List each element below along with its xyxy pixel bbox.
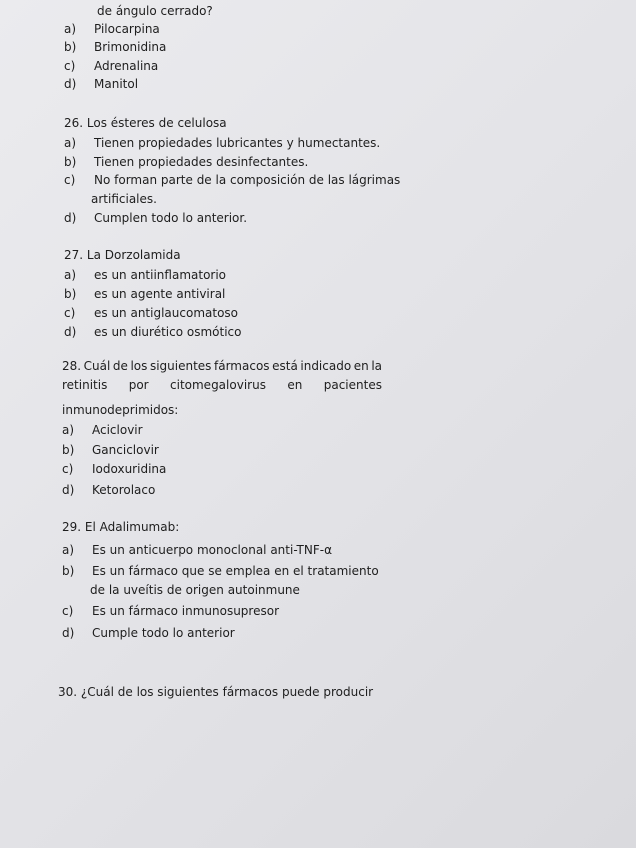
option-letter: d) (62, 483, 75, 497)
q28-option (62, 443, 159, 457)
stem-word: 28. (62, 359, 82, 373)
q29-option (62, 564, 379, 578)
stem-word: citomegalovirus (170, 378, 266, 392)
stem-word: de (112, 359, 128, 373)
q30-stem-line: 30. ¿Cuál de los siguientes fármacos puede producir (58, 685, 374, 699)
option-text: Es un anticuerpo monoclonal anti-TNF-α (92, 543, 332, 557)
stem-word: en (353, 359, 369, 373)
option-text: Es un fármaco que se emplea en el tratamiento (92, 564, 379, 578)
q26-option (64, 173, 400, 187)
stem-word: está (272, 359, 298, 373)
stem-word: en (287, 378, 303, 392)
option-letter: b) (62, 564, 75, 578)
option-letter: b) (64, 287, 77, 301)
q26-option (64, 155, 308, 169)
q25-stem-line: de ángulo cerrado? (97, 4, 213, 18)
option-text: Manitol (94, 77, 139, 91)
q25-option (64, 59, 158, 73)
option-letter: a) (64, 22, 77, 36)
option-letter: c) (64, 306, 76, 320)
q25-option (64, 77, 138, 91)
option-text: Tienen propiedades lubricantes y humectantes. (94, 136, 381, 150)
q27-option (64, 287, 225, 301)
q28-option (62, 483, 155, 497)
option-letter: d) (64, 325, 77, 339)
stem-word: retinitis (62, 378, 108, 392)
q28-stem-line: inmunodeprimidos: (62, 403, 179, 417)
option-text: Es un fármaco inmunosupresor (92, 604, 280, 618)
q28-stem-line (62, 378, 382, 392)
q25-option (64, 22, 160, 36)
option-text: Ketorolaco (92, 483, 156, 497)
stem-word: Cuál (83, 359, 111, 373)
option-text: No forman parte de la composición de las lágrimas (94, 173, 401, 187)
option-letter: a) (62, 423, 75, 437)
option-letter: d) (62, 626, 75, 640)
option-text: Pilocarpina (94, 22, 160, 36)
option-text: Adrenalina (94, 59, 159, 73)
option-text: artificiales. (91, 192, 157, 206)
option-text: es un agente antiviral (94, 287, 226, 301)
stem-word: por (128, 378, 149, 392)
option-text: es un diurético osmótico (94, 325, 242, 339)
q29-option (62, 626, 235, 640)
option-letter: c) (62, 604, 74, 618)
option-letter: c) (64, 59, 76, 73)
q25-option (64, 40, 166, 54)
stem-word: los (130, 359, 148, 373)
q27-option (64, 268, 226, 282)
q26-option (91, 192, 157, 206)
stem-word: indicado (300, 359, 352, 373)
q26-option (64, 136, 380, 150)
option-text: es un antiglaucomatoso (94, 306, 239, 320)
q26-option (64, 211, 247, 225)
option-letter: c) (62, 462, 74, 476)
stem-word: la (371, 359, 382, 373)
option-letter: b) (64, 40, 77, 54)
q29-option (62, 543, 332, 557)
stem-word: pacientes (323, 378, 382, 392)
option-text: es un antiinflamatorio (94, 268, 227, 282)
stem-word: siguientes (149, 359, 212, 373)
option-letter: a) (64, 268, 77, 282)
option-letter: b) (62, 443, 75, 457)
stem-word: fármacos (214, 359, 270, 373)
q26-stem-line: 26. Los ésteres de celulosa (64, 116, 227, 130)
option-letter: d) (64, 77, 77, 91)
option-text: Aciclovir (92, 423, 143, 437)
q27-option (64, 306, 238, 320)
option-text: de la uveítis de origen autoinmune (90, 583, 300, 597)
q29-stem-line: 29. El Adalimumab: (62, 520, 180, 534)
option-text: Ganciclovir (92, 443, 159, 457)
q27-stem-line: 27. La Dorzolamida (64, 248, 181, 262)
option-letter: c) (64, 173, 76, 187)
option-letter: a) (62, 543, 75, 557)
option-text: Cumple todo lo anterior (92, 626, 235, 640)
option-text: Cumplen todo lo anterior. (94, 211, 248, 225)
option-text: Tienen propiedades desinfectantes. (94, 155, 309, 169)
q27-option (64, 325, 241, 339)
q28-option (62, 462, 166, 476)
q29-option (62, 604, 279, 618)
option-letter: d) (64, 211, 77, 225)
option-text: Brimonidina (94, 40, 167, 54)
option-text: Iodoxuridina (92, 462, 167, 476)
q28-stem-line (62, 359, 382, 373)
q28-option (62, 423, 143, 437)
option-letter: b) (64, 155, 77, 169)
option-letter: a) (64, 136, 77, 150)
q29-option (90, 583, 300, 597)
